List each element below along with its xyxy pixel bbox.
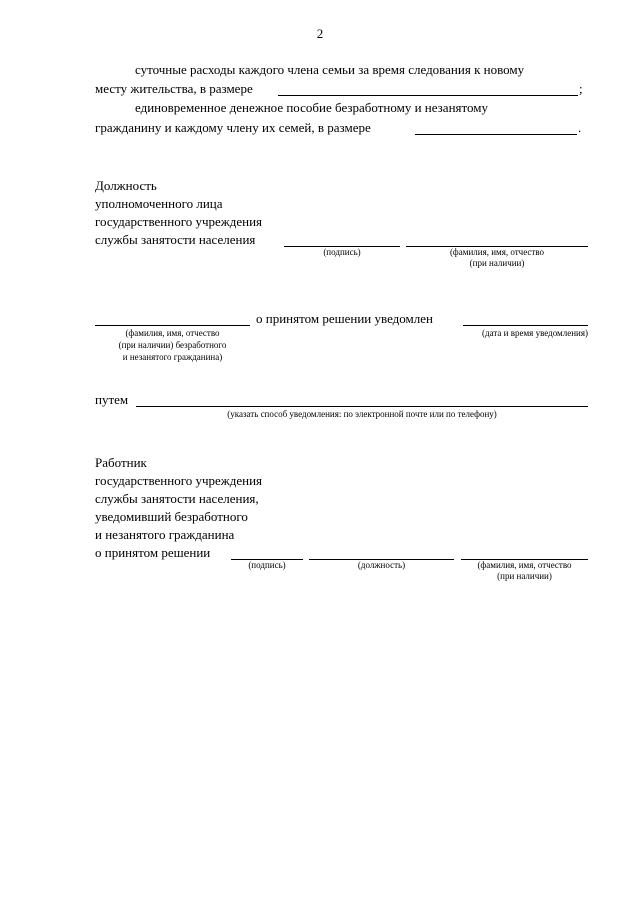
- official-line-3: государственного учреждения: [95, 214, 263, 229]
- caption-citizen-name-2: (при наличии) безработного: [118, 340, 227, 350]
- official-line-2: уполномоченного лица: [95, 196, 223, 211]
- worker-line-1: Работник: [95, 455, 147, 470]
- worker-line-5: и незанятого гражданина: [95, 527, 235, 542]
- blank-daily-allowance-amount[interactable]: [278, 95, 578, 96]
- intro-line-3: единовременное денежное пособие безработному и незанятому: [135, 100, 489, 115]
- intro-line-4-end: .: [578, 120, 582, 135]
- caption-official-name-2: (при наличии): [469, 258, 525, 268]
- official-line-1: Должность: [95, 178, 157, 193]
- worker-line-6: о принятом решении: [95, 545, 211, 560]
- worker-line-4: уведомивший безработного: [95, 509, 248, 524]
- blank-notification-method[interactable]: [136, 406, 588, 407]
- method-label: путем: [95, 392, 129, 407]
- notified-text: о принятом решении уведомлен: [256, 311, 433, 326]
- caption-citizen-name-3: и незанятого гражданина): [122, 352, 223, 362]
- blank-notification-datetime[interactable]: [463, 325, 588, 326]
- caption-official-name-1: (фамилия, имя, отчество: [449, 247, 545, 257]
- caption-worker-name-1: (фамилия, имя, отчество: [477, 560, 572, 570]
- caption-worker-signature: (подпись): [248, 560, 286, 570]
- page-number: 2: [316, 26, 324, 41]
- blank-lump-sum-amount[interactable]: [415, 134, 577, 135]
- intro-line-4: гражданину и каждому члену их семей, в размере: [95, 120, 371, 135]
- worker-line-3: службы занятости населения,: [95, 491, 259, 506]
- blank-citizen-full-name[interactable]: [95, 325, 250, 326]
- caption-notification-datetime: (дата и время уведомления): [482, 328, 588, 338]
- caption-worker-position: (должность): [357, 560, 406, 570]
- intro-line-1: суточные расходы каждого члена семьи за время следования к новому: [135, 62, 525, 77]
- worker-line-2: государственного учреждения: [95, 473, 263, 488]
- caption-official-signature: (подпись): [323, 247, 361, 257]
- caption-notification-method: (указать способ уведомления: по электронной почте или по телефону): [227, 409, 497, 419]
- intro-line-2-end: ;: [579, 81, 583, 96]
- caption-citizen-name-1: (фамилия, имя, отчество: [125, 328, 220, 338]
- intro-line-2: месту жительства, в размере: [95, 81, 253, 96]
- official-line-4: службы занятости населения: [95, 232, 256, 247]
- caption-worker-name-2: (при наличии): [497, 571, 552, 581]
